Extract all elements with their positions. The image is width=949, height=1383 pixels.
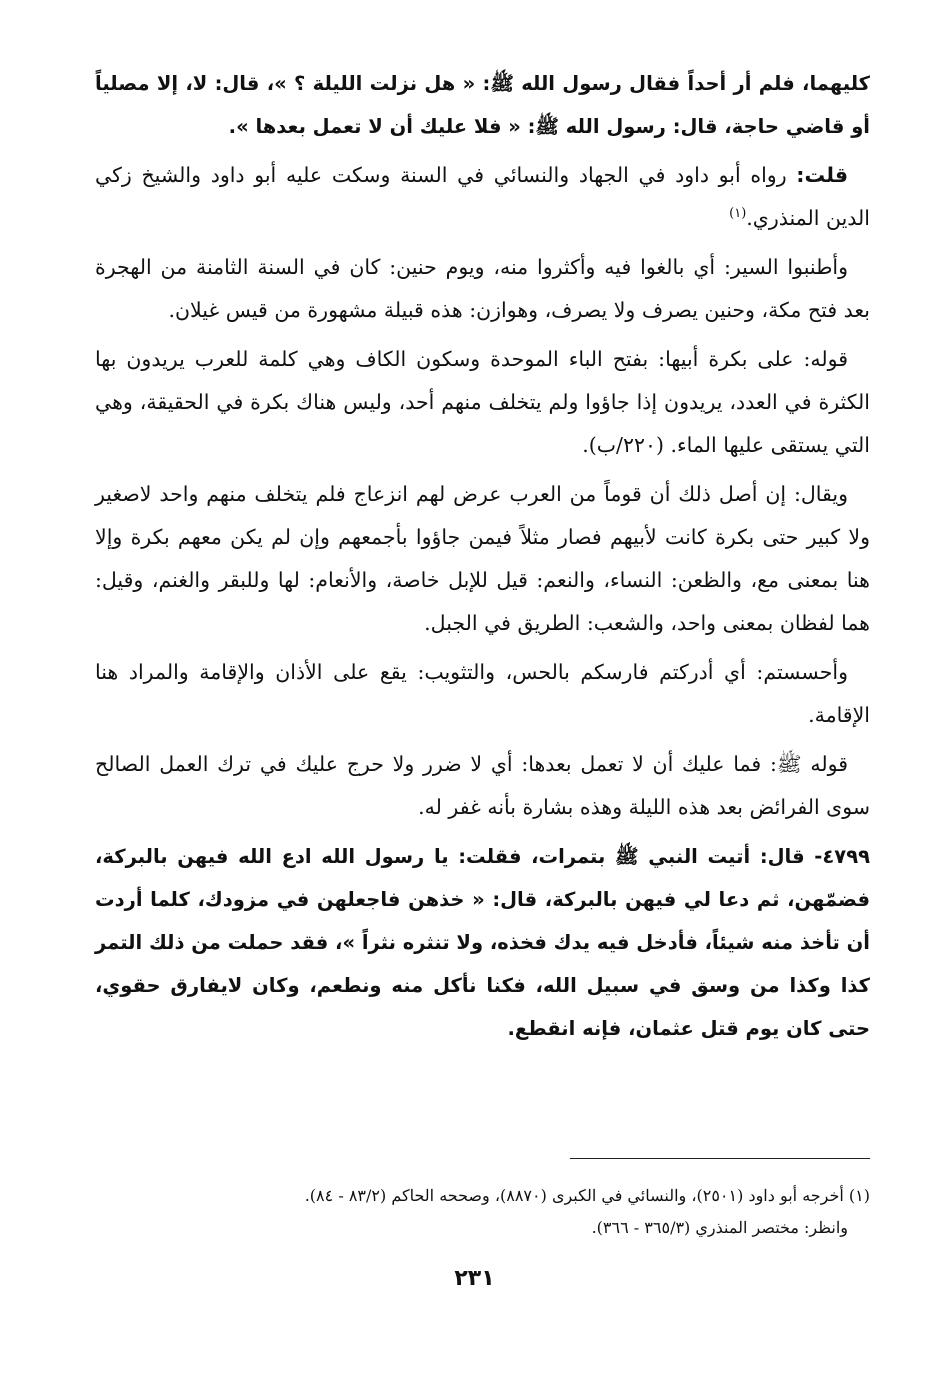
qultu-text: رواه أبو داود في الجهاد والنسائي في السنة وسكت عليه أبو داود والشيخ زكي الدين المنذري. bbox=[95, 163, 870, 230]
commentary-paragraph: وأحسستم: أي أدركتم فارسكم بالحس، والتثويب: يقع على الأذان والإقامة والمراد هنا الإقامة. bbox=[95, 660, 870, 727]
main-text bbox=[95, 62, 870, 1056]
page-number: ٢٣١ bbox=[454, 1266, 495, 1291]
commentary-paragraph: ويقال: إن أصل ذلك أن قوماً من العرب عرض لهم انزعاج فلم يتخلف منهم واحد لاصغير ولا كبير حتى بكرة كانت لأبيهم فصار مثلاً فيمن جاؤوا بأجمعهم وإن لم يكن معهم بكرة وإلا هنا بمعنى مع، والظعن: النساء، والنعم: قيل للإبل خاصة، والأنعام: لها وللبقر والغنم، وقيل: هما لفظان بمعنى واحد، والشعب: الطريق في الجبل. bbox=[95, 482, 870, 635]
footnote-divider bbox=[570, 1158, 870, 1159]
hadith-continuation: كليهما، فلم أر أحداً فقال رسول الله ﷺ: « هل نزلت الليلة ؟ »، قال: لا، إلا مصلياً أو قاضي حاجة، قال: رسول الله ﷺ: « فلا عليك أن لا تعمل بعدها ». bbox=[95, 72, 870, 138]
footnote-line: (١) أخرجه أبو داود (٢٥٠١)، والنسائي في الكبرى (٨٨٧٠)، وصححه الحاكم (٨٣/٢ - ٨٤). bbox=[304, 1186, 870, 1205]
footnote-line: وانظر: مختصر المنذري (٣٦٥/٣ - ٣٦٦). bbox=[591, 1218, 848, 1237]
footnotes bbox=[95, 1180, 870, 1244]
commentary-paragraph: قوله ﷺ: فما عليك أن لا تعمل بعدها: أي لا ضرر ولا حرج عليك في ترك العمل الصالح سوى الفرائض بعد هذه الليلة وهذه بشارة بأنه غفر له. bbox=[95, 752, 870, 819]
commentary-paragraph: وأطنبوا السير: أي بالغوا فيه وأكثروا منه، ويوم حنين: كان في السنة الثامنة من الهجرة بعد فتح مكة، وحنين يصرف ولا يصرف، وهوازن: هذه قبيلة مشهورة من قيس غيلان. bbox=[95, 255, 870, 322]
commentary-paragraph: قوله: على بكرة أبيها: بفتح الباء الموحدة وسكون الكاف وهي كلمة للعرب يريدون بها الكثرة في العدد، يريدون إذا جاؤوا ولم يتخلف منهم أحد، وليس هناك بكرة في الحقيقة، وهي التي يستقى عليها الماء. (٢٢٠/ب). bbox=[95, 347, 870, 457]
hadith-4799: ٤٧٩٩- قال: أتيت النبي ﷺ بتمرات، فقلت: يا رسول الله ادع الله فيهن بالبركة، فضمّهن، ثم دعا لي فيهن بالبركة، قال: « خذهن فاجعلهن في مزودك، كلما أردت أن تأخذ منه شيئاً، فأدخل فيه يدك فخذه، ولا تنثره نثراً »، فقد حملت من ذلك التمر كذا وكذا من وسق في سبيل الله، فكنا نأكل منه ونطعم، وكان لايفارق حقوي، حتى كان يوم قتل عثمان، فإنه انقطع. bbox=[95, 845, 870, 1040]
footnote-ref: (١) bbox=[729, 206, 747, 222]
commentary-qultu bbox=[95, 154, 870, 240]
qultu-label: قلت: bbox=[796, 163, 848, 187]
